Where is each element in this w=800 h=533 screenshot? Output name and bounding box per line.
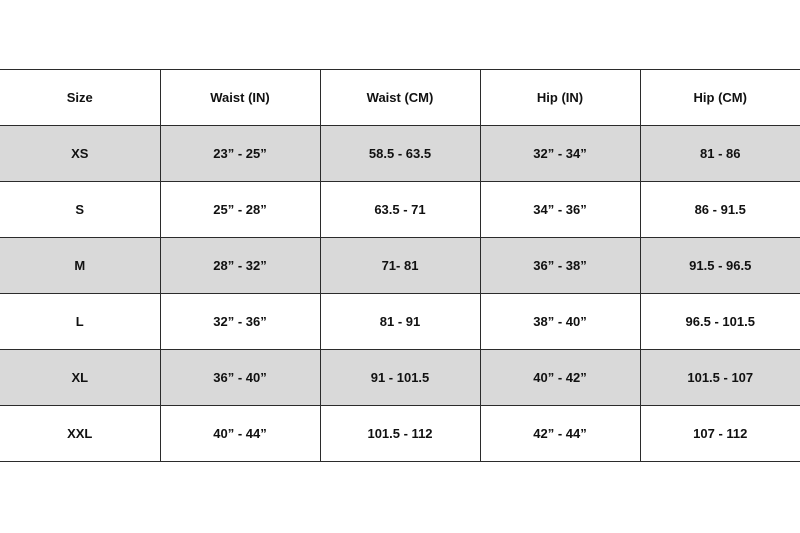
hip-cm-cell: 107 - 112	[640, 406, 800, 462]
table-header	[0, 70, 800, 126]
waist-cm-cell: 63.5 - 71	[320, 182, 480, 238]
waist-in-cell: 36” - 40”	[160, 350, 320, 406]
header-hip-in: Hip (IN)	[480, 70, 640, 126]
size-cell: M	[0, 238, 160, 294]
size-cell: XXL	[0, 406, 160, 462]
waist-cm-cell: 58.5 - 63.5	[320, 126, 480, 182]
hip-in-cell: 42” - 44”	[480, 406, 640, 462]
hip-in-cell: 32” - 34”	[480, 126, 640, 182]
table-body	[0, 126, 800, 462]
waist-in-cell: 25” - 28”	[160, 182, 320, 238]
waist-in-cell: 40” - 44”	[160, 406, 320, 462]
size-chart-table	[0, 69, 800, 462]
header-hip-cm: Hip (CM)	[640, 70, 800, 126]
table-row	[0, 294, 800, 350]
hip-in-cell: 40” - 42”	[480, 350, 640, 406]
table-row	[0, 350, 800, 406]
header-row	[0, 70, 800, 126]
size-cell: L	[0, 294, 160, 350]
header-waist-in: Waist (IN)	[160, 70, 320, 126]
hip-cm-cell: 96.5 - 101.5	[640, 294, 800, 350]
table-row	[0, 238, 800, 294]
hip-cm-cell: 86 - 91.5	[640, 182, 800, 238]
header-waist-cm: Waist (CM)	[320, 70, 480, 126]
table-row	[0, 406, 800, 462]
table-row	[0, 126, 800, 182]
hip-in-cell: 36” - 38”	[480, 238, 640, 294]
waist-cm-cell: 81 - 91	[320, 294, 480, 350]
hip-in-cell: 34” - 36”	[480, 182, 640, 238]
waist-in-cell: 32” - 36”	[160, 294, 320, 350]
size-cell: XL	[0, 350, 160, 406]
hip-cm-cell: 91.5 - 96.5	[640, 238, 800, 294]
waist-in-cell: 28” - 32”	[160, 238, 320, 294]
waist-cm-cell: 91 - 101.5	[320, 350, 480, 406]
size-cell: XS	[0, 126, 160, 182]
waist-cm-cell: 71- 81	[320, 238, 480, 294]
size-cell: S	[0, 182, 160, 238]
hip-cm-cell: 101.5 - 107	[640, 350, 800, 406]
waist-cm-cell: 101.5 - 112	[320, 406, 480, 462]
header-size: Size	[0, 70, 160, 126]
hip-in-cell: 38” - 40”	[480, 294, 640, 350]
hip-cm-cell: 81 - 86	[640, 126, 800, 182]
waist-in-cell: 23” - 25”	[160, 126, 320, 182]
table-row	[0, 182, 800, 238]
